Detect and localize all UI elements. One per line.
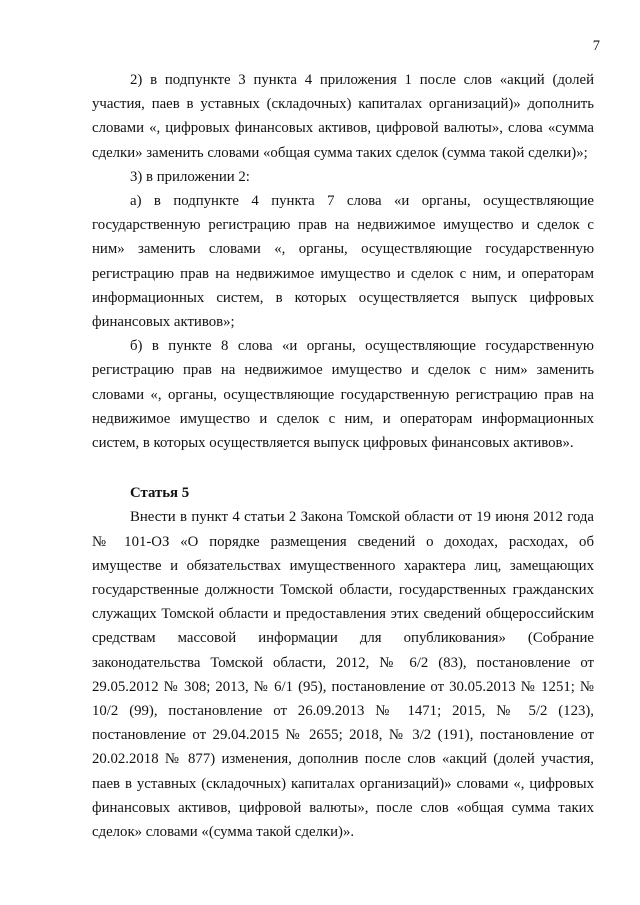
document-body <box>92 68 594 844</box>
paragraph-amendment-3: 3) в приложении 2: <box>130 168 250 185</box>
paragraph-amendment-3b: б) в пункте 8 слова «и органы, осуществляющие государственную регистрацию прав на недвижимое имущество и сделок с ним» заменить словами «, органы, осуществляющие государственную регистрацию прав на недвижимое имущество и сделок с ним, и операторам информационных систем, в которых осуществляется выпуск цифровых финансовых активов». <box>92 338 594 452</box>
article-5-paragraph: Внести в пункт 4 статьи 2 Закона Томской области от 19 июня 2012 года № 101-ОЗ «О порядке размещения сведений о доходах, расходах, об имуществе и обязательствах имущественного характера лиц, замещающих государственные должности Томской области, государственных гражданских служащих Томской области и предоставления этих сведений общероссийским средствам массовой информации для опубликования» (Собрание законодательства Томской области, 2012, № 6/2 (83), постановление от 29.05.2012 № 308; 2013, № 6/1 (95), постановление от 30.05.2013 № 1251; № 10/2 (99), постановление от 26.09.2013 № 1471; 2015, № 5/2 (123), постановление от 29.04.2015 № 2655; 2018, № 3/2 (191), постановление от 20.02.2018 № 877) изменения, дополнив после слов «акций (долей участия, паев в уставных (складочных) капиталах организаций)» словами «, цифровых финансовых активов, цифровой валюты», после слов «общая сумма таких сделок» словами «(сумма такой сделки)». <box>92 509 594 841</box>
paragraph-amendment-2: 2) в подпункте 3 пункта 4 приложения 1 после слов «акций (долей участия, паев в уставных (складочных) капиталах организаций)» дополнить словами «, цифровых финансовых активов, цифровой валюты», слова «сумма сделки» заменить словами «общая сумма таких сделок (сумма такой сделки)»; <box>92 72 594 161</box>
page-number: 7 <box>592 38 600 54</box>
article-heading: Статья 5 <box>130 485 190 502</box>
paragraph-amendment-3a: а) в подпункте 4 пункта 7 слова «и органы, осуществляющие государственную регистрацию прав на недвижимое имущество и сделок с ним» заменить словами «, органы, осуществляющие государственную регистрацию прав на недвижимое имущество и сделок с ним, и операторам информационных систем, в которых осуществляется выпуск цифровых финансовых активов»; <box>92 193 594 331</box>
